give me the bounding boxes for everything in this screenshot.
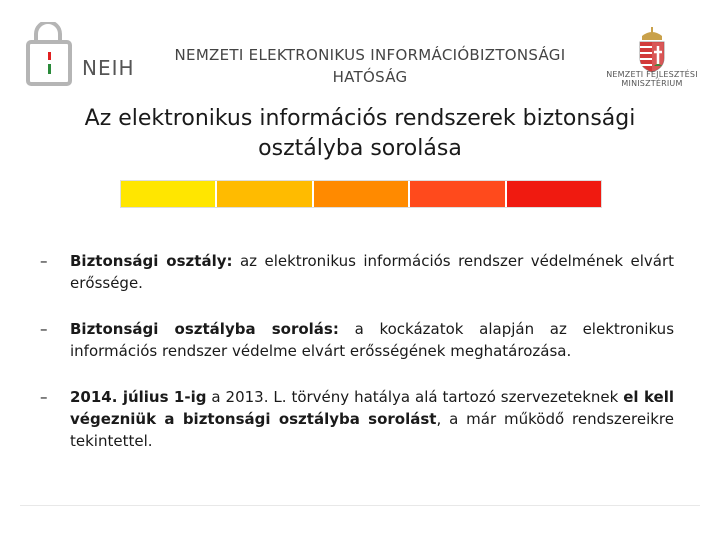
ministry-name-line2: MINISZTÉRIUM	[621, 79, 683, 88]
scale-segment-3	[314, 181, 410, 207]
ministry-name	[604, 70, 700, 88]
scale-segment-2	[217, 181, 313, 207]
organization-name	[160, 44, 580, 88]
bullet-obligation: el kell végezniük a biztonsági osztályba sorolást	[70, 388, 674, 428]
organization-name-line2: HATÓSÁG	[332, 68, 408, 86]
bullet-list	[40, 250, 674, 476]
slide-title-line2: osztályba sorolása	[258, 136, 462, 161]
bullet-text: a 2013. L. törvény hatálya alá tartozó szervezeteknek	[206, 388, 624, 406]
bullet-text: a kockázatok alapján az elektronikus információs rendszer védelme elvárt erősségének meghatározása.	[70, 320, 675, 360]
slide-title-line1: Az elektronikus információs rendszerek biztonsági	[84, 106, 636, 131]
bullet-dash: –	[40, 320, 48, 338]
ministry-name-line1: NEMZETI FEJLESZTÉSI	[606, 70, 698, 79]
bullet-text: az elektronikus információs rendszer védelmének elvárt erőssége.	[70, 252, 674, 292]
bullet-dash: –	[40, 252, 48, 270]
logo-text: NEIH	[82, 56, 135, 80]
bullet-term: Biztonsági osztály:	[70, 252, 233, 270]
scale-segment-1	[121, 181, 217, 207]
security-class-color-scale	[120, 180, 602, 208]
slide-title	[40, 104, 680, 164]
bullet-term: Biztonsági osztályba sorolás:	[70, 320, 339, 338]
scale-segment-5	[507, 181, 601, 207]
coat-of-arms-icon	[632, 26, 672, 74]
scale-segment-4	[410, 181, 506, 207]
organization-name-line1: NEMZETI ELEKTRONIKUS INFORMÁCIÓBIZTONSÁGI	[174, 46, 566, 64]
bullet-item	[40, 386, 674, 452]
bullet-deadline: 2014. július 1-ig	[70, 388, 207, 406]
bullet-item	[40, 318, 674, 362]
bullet-dash: –	[40, 388, 48, 406]
bullet-text-end: , a már működő rendszereikre tekintettel.	[70, 410, 674, 450]
header	[0, 0, 720, 100]
bullet-item	[40, 250, 674, 294]
footer-divider	[20, 505, 700, 506]
